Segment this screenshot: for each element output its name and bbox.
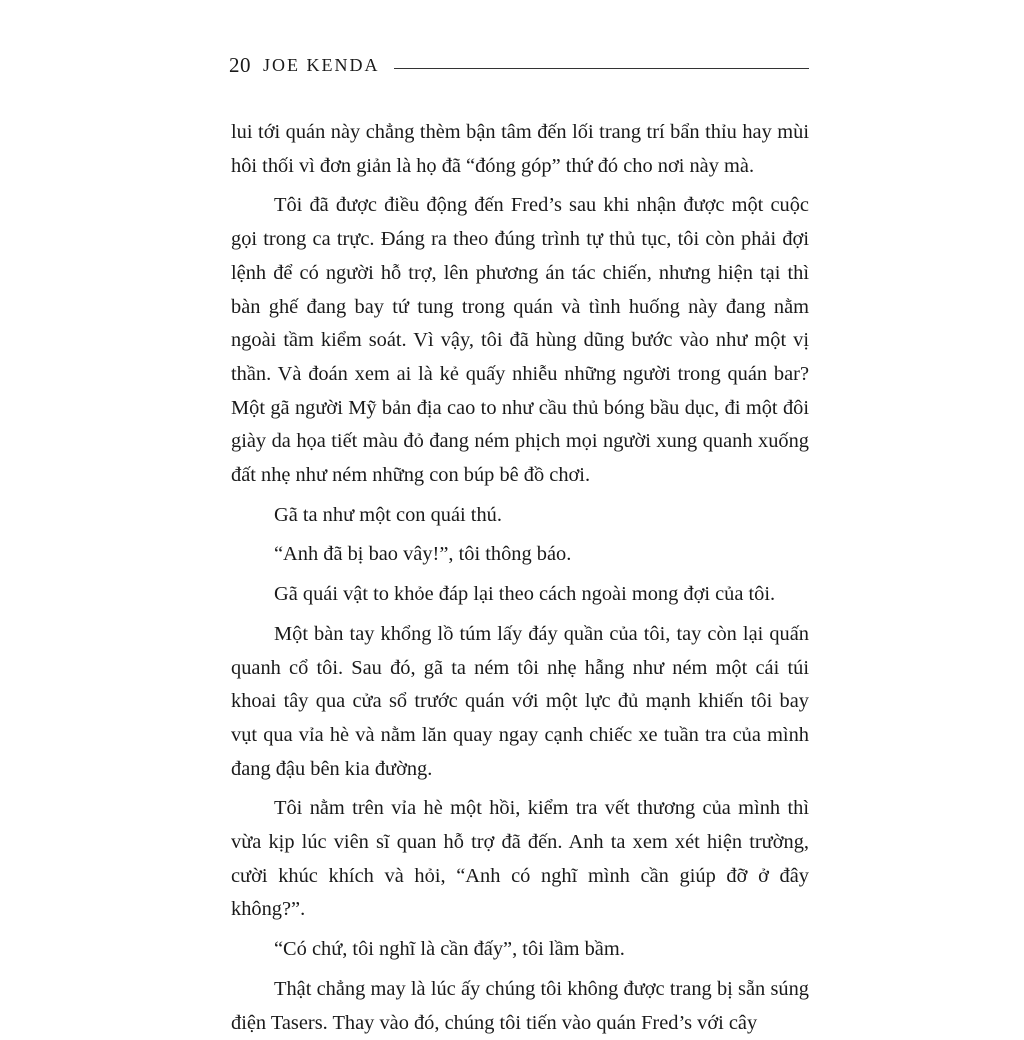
paragraph: Gã ta như một con quái thú.	[274, 503, 502, 526]
page-number: 20	[229, 52, 251, 77]
paragraph: Gã quái vật to khỏe đáp lại theo cách ngoài mong đợi của tôi.	[274, 583, 776, 606]
running-header	[229, 50, 809, 80]
author-name: JOE KENDA	[263, 54, 380, 75]
paragraph: Một bàn tay khổng lồ túm lấy đáy quần của tôi, tay còn lại quấn quanh cổ tôi. Sau đó, gã ta ném tôi nhẹ hẫng như ném một cái túi khoai tây qua cửa sổ trước quán với một lực đủ mạnh khiến tôi bay vụt qua vỉa hè và nằm lăn quay ngay cạnh chiếc xe tuần tra của mình đang đậu bên kia đường.	[231, 622, 809, 780]
paragraph: Tôi nằm trên vỉa hè một hồi, kiểm tra vết thương của mình thì vừa kịp lúc viên sĩ quan hỗ trợ đã đến. Anh ta xem xét hiện trường, cười khúc khích và hỏi, “Anh có nghĩ mình cần giúp đỡ ở đây không?”.	[231, 797, 809, 921]
paragraph: “Có chứ, tôi nghĩ là cần đấy”, tôi lầm bầm.	[274, 938, 625, 961]
paragraph: Tôi đã được điều động đến Fred’s sau khi nhận được một cuộc gọi trong ca trực. Đáng ra theo đúng trình tự thủ tục, tôi còn phải đợi lệnh để có người hỗ trợ, lên phương án tác chiến, nhưng hiện tại thì bàn ghế đang bay tứ tung trong quán và tình huống này đang nằm ngoài tầm kiểm soát. Vì vậy, tôi đã hùng dũng bước vào như một vị thần. Và đoán xem ai là kẻ quấy nhiễu những người trong quán bar? Một gã người Mỹ bản địa cao to như cầu thủ bóng bầu dục, đi một đôi giày da họa tiết màu đỏ đang ném phịch mọi người xung quanh xuống đất nhẹ như ném những con búp bê đồ chơi.	[231, 194, 809, 487]
paragraph: Thật chẳng may là lúc ấy chúng tôi không được trang bị sẵn súng điện Tasers. Thay vào đó, chúng tôi tiến vào quán Fred’s với cây	[231, 977, 809, 1034]
paragraph: “Anh đã bị bao vây!”, tôi thông báo.	[274, 543, 572, 566]
header-rule	[394, 68, 810, 69]
body-text	[231, 116, 809, 1040]
paragraph-continued: lui tới quán này chẳng thèm bận tâm đến lối trang trí bẩn thỉu hay mùi hôi thối vì đơn giản là họ đã “đóng góp” thứ đó cho nơi này mà.	[231, 121, 809, 177]
